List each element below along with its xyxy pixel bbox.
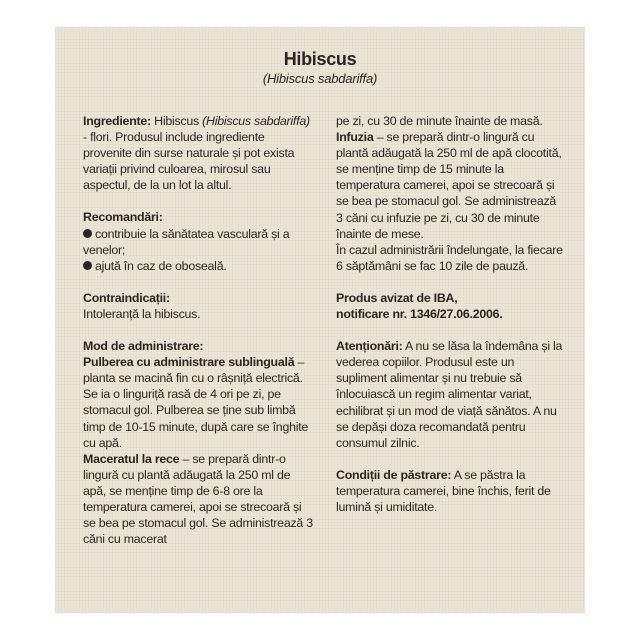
ingredients-label: Ingrediente: — [83, 114, 151, 128]
contraindications-heading: Contraindicații: — [83, 290, 170, 305]
macerate-text: – se prepară dintr-o lingură cu plantă adăugată la 250 ml de apă, se menține timp de 6-8 ore la temperatura camerei, apoi se strecoară și se bea pe stomacul gol. Se administrează 3 căni cu macerat — [83, 451, 313, 547]
storage-label: Condiții de păstrare: — [336, 467, 452, 482]
infusion-section — [336, 129, 564, 242]
recommendation-text: ajută în caz de oboseală. — [95, 258, 227, 273]
ingredients-text-before: Hibiscus — [154, 114, 199, 128]
recommendations-heading: Recomandări: — [83, 210, 163, 225]
warnings-text: A nu se lăsa la îndemâna și la vederea copiilor. Produsul este un supliment alimentar și nu trebuie să înlocuiască un regim alimentar variat, echilibrat și un mod de viață sănătos. A nu se depăși doza recomandată pentru consumul zilnic. — [336, 339, 563, 450]
macerate-label: Maceratul la rece — [83, 451, 180, 466]
infusion-label: Infuzia — [336, 130, 374, 145]
administration-heading: Mod de administrare: — [83, 339, 204, 354]
powder-text: – planta se macină fin cu o râșniță electrică. Se ia o linguriță rasă de 4 ori pe zi, pe stomacul gol. Pulberea se ține sub limbă timp de 10-15 minute, după care se înghite cu apă. — [83, 355, 309, 450]
ingredients-text-after: - flori. Produsul include ingrediente provenite din surse naturale și pot exista variații privind culoarea, mirosul sau aspectul, de la un lot la altul. — [83, 130, 295, 193]
ingredients-section — [83, 113, 315, 193]
warnings-label: Atenționări: — [336, 339, 403, 354]
warnings-section — [336, 338, 564, 451]
product-label-card — [55, 27, 585, 613]
ingredients-latin: (Hibiscus sabdariffa) — [202, 114, 310, 128]
recommendation-item — [83, 258, 315, 274]
bullet-icon — [83, 229, 92, 238]
macerate-text-continued: pe zi, cu 30 de minute înainte de masă. — [336, 114, 543, 128]
recommendation-text: contribuie la sănătatea vasculară și a venelor; — [83, 226, 290, 257]
approval-line-2: notificare nr. 1346/27.06.2006. — [336, 307, 503, 322]
long-term-note: În cazul administrării îndelungate, la fiecare 6 săptămâni se fac 10 zile de pauză. — [336, 242, 563, 273]
macerate-section — [83, 451, 315, 548]
storage-text: A se păstra la temperatura camerei, bine închis, ferit de lumină și umiditate. — [336, 467, 551, 514]
latin-subtitle: (Hibiscus sabdariffa) — [262, 71, 378, 86]
storage-section — [336, 467, 564, 515]
page-title: Hibiscus — [283, 49, 357, 69]
infusion-text: – se prepară dintr-o lingură cu plantă adăugată la 250 ml de apă clocotită, se menține timp de 15 minute la temperatura camerei, apoi se strecoară și se bea pe stomacul gol. Se administrează 3 căni cu infuzie pe zi, cu 30 de minute înainte de mese. — [336, 130, 562, 241]
approval-line-1: Produs avizat de IBA, — [336, 290, 458, 305]
bullet-icon — [83, 261, 92, 270]
powder-section — [83, 354, 315, 451]
contraindications-text: Intoleranță la hibiscus. — [83, 306, 201, 321]
recommendation-item — [83, 226, 315, 258]
right-column — [336, 113, 564, 515]
powder-label: Pulberea cu administrare sublinguală — [83, 355, 295, 370]
header — [55, 48, 585, 87]
left-column — [83, 113, 315, 547]
